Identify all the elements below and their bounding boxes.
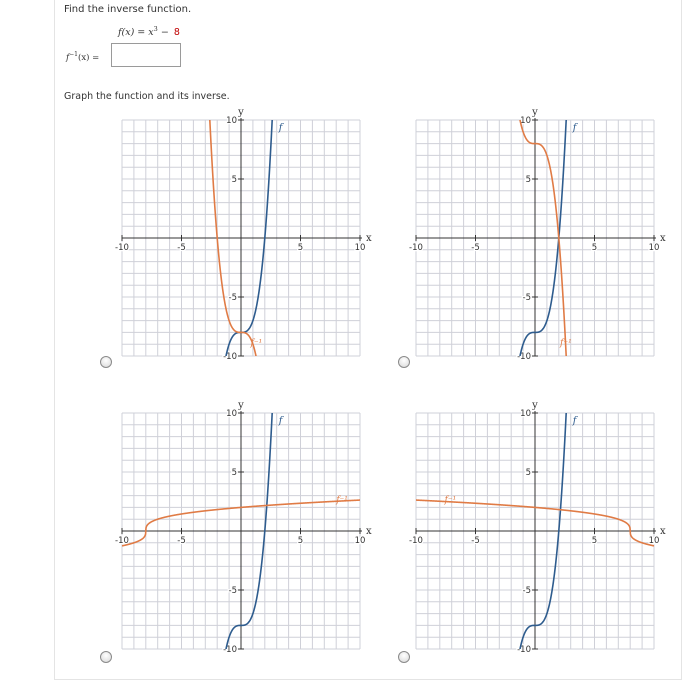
x-tick-label: 10	[648, 536, 660, 546]
x-tick-label: 5	[297, 243, 304, 253]
graph-svg	[110, 100, 370, 360]
graph-svg	[404, 100, 664, 360]
question-title: Find the inverse function.	[64, 4, 192, 15]
curve-label-f-inverse: f⁻¹	[559, 338, 572, 349]
x-tick-label: -10	[409, 536, 423, 546]
graph-option-2	[404, 100, 664, 360]
x-tick-label: 5	[297, 536, 304, 546]
radio-option-3[interactable]	[100, 651, 112, 663]
inverse-f: f	[66, 52, 70, 63]
curve-label-f-inverse: f⁻¹	[250, 338, 263, 349]
graph-svg	[404, 393, 664, 653]
y-axis-label: y	[532, 400, 538, 411]
graph-option-4	[404, 393, 664, 653]
x-axis-label: x	[660, 233, 666, 244]
graph-prompt: Graph the function and its inverse.	[64, 91, 230, 102]
x-tick-label: -5	[177, 243, 186, 253]
x-tick-label: -10	[409, 243, 423, 253]
y-axis-label: y	[238, 400, 244, 411]
x-tick-label: 10	[354, 536, 366, 546]
y-tick-label: 5	[525, 468, 531, 478]
x-axis-label: x	[366, 233, 372, 244]
y-axis-label: y	[238, 107, 244, 118]
x-tick-label: -10	[115, 536, 129, 546]
function-definition	[118, 25, 180, 38]
y-tick-label: 5	[525, 175, 531, 185]
y-tick-label: -10	[223, 352, 237, 362]
y-tick-label: -10	[517, 352, 531, 362]
curve-label-f: f	[278, 122, 283, 134]
graph-option-3	[110, 393, 370, 653]
y-axis-label: y	[532, 107, 538, 118]
curve-label-f: f	[572, 122, 577, 134]
y-tick-label: 10	[226, 116, 237, 126]
x-axis-label: x	[660, 526, 666, 537]
x-tick-label: 5	[591, 243, 598, 253]
radio-option-2[interactable]	[398, 356, 410, 368]
function-lhs: f(x) = x	[118, 27, 154, 39]
curve-label-f: f	[278, 415, 283, 427]
inverse-answer-input[interactable]	[111, 43, 181, 67]
y-tick-label: -5	[522, 293, 531, 303]
y-tick-label: 10	[520, 409, 531, 419]
function-constant: 8	[173, 27, 180, 39]
x-tick-label: -5	[471, 243, 480, 253]
radio-option-4[interactable]	[398, 651, 410, 663]
curve-label-f-inverse: f⁻¹	[444, 495, 457, 506]
function-operator: −	[160, 27, 169, 39]
x-tick-label: 10	[648, 243, 660, 253]
y-tick-label: 5	[231, 175, 237, 185]
y-tick-label: -5	[522, 586, 531, 596]
x-tick-label: 5	[591, 536, 598, 546]
x-tick-label: -10	[115, 243, 129, 253]
y-tick-label: 10	[520, 116, 531, 126]
x-tick-label: -5	[471, 536, 480, 546]
x-tick-label: -5	[177, 536, 186, 546]
graph-svg	[110, 393, 370, 653]
y-tick-label: -10	[517, 645, 531, 655]
y-tick-label: -5	[228, 293, 237, 303]
inverse-label	[66, 51, 99, 63]
inverse-superscript: −1	[69, 51, 79, 58]
y-tick-label: 5	[231, 468, 237, 478]
y-tick-label: 10	[226, 409, 237, 419]
y-tick-label: -5	[228, 586, 237, 596]
curve-label-f: f	[572, 415, 577, 427]
function-exponent: 3	[153, 25, 158, 33]
x-axis-label: x	[366, 526, 372, 537]
radio-option-1[interactable]	[100, 356, 112, 368]
y-tick-label: -10	[223, 645, 237, 655]
graph-option-1	[110, 100, 370, 360]
inverse-rhs: (x) =	[78, 52, 100, 63]
curve-label-f-inverse: f⁻¹	[336, 495, 348, 506]
x-tick-label: 10	[354, 243, 366, 253]
